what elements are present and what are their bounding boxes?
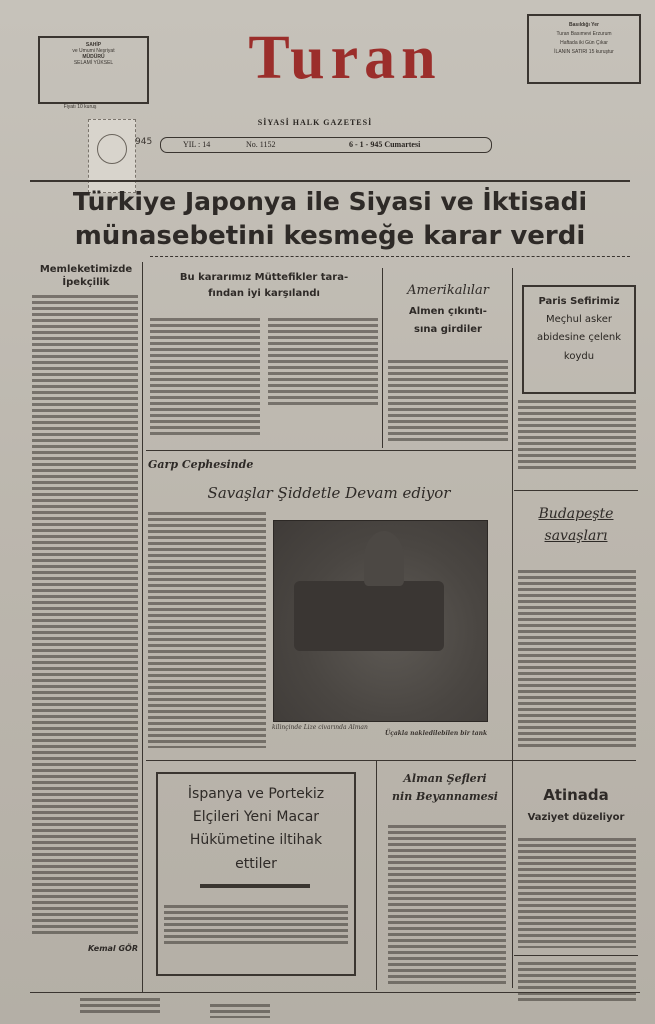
article-title: abidesine çelenk <box>536 332 622 343</box>
column-divider <box>376 760 377 990</box>
section-rule <box>146 450 512 451</box>
issue-date: 6 - 1 - 945 Cumartesi <box>349 140 421 149</box>
main-headline-line2: münasebetini kesmeğe karar verdi <box>74 221 586 251</box>
printing-line: Basıldığı Yer <box>569 22 599 28</box>
year-label: YIL : 14 <box>183 140 211 149</box>
article-title: Bu kararımız Müttefikler tara- <box>179 272 349 283</box>
column-divider <box>142 262 143 992</box>
tree-image-icon <box>364 531 404 586</box>
article-title: İpekçilik <box>62 277 110 288</box>
headline-rule <box>150 256 630 259</box>
newspaper-subtitle: SİYASİ HALK GAZETESİ <box>257 118 373 127</box>
section-rule <box>514 490 638 491</box>
article-title: İspanya ve Portekiz <box>187 786 325 802</box>
article-title: sına girdiler <box>414 324 482 335</box>
publisher-line: MÜDÜRÜ <box>82 54 105 60</box>
article-title: Alman Şefleri <box>403 772 487 785</box>
footer-rule <box>30 992 640 993</box>
publisher-line: ve Umumi Neşriyat <box>72 48 115 54</box>
article-title: Vaziyet düzeliyor <box>527 812 625 823</box>
article-body-text <box>32 295 138 935</box>
article-body-text <box>388 360 508 442</box>
article-kicker: Amerikalılar <box>407 283 489 298</box>
article-title: Elçileri Yeni Macar <box>192 809 320 825</box>
article-body-text <box>518 838 636 948</box>
article-title: Almen çıkıntı- <box>409 306 487 317</box>
article-body-text <box>388 825 506 985</box>
article-body-text <box>150 318 260 438</box>
article-body-text <box>518 400 636 470</box>
photo-caption: Üçakla nakledilebilen bir tank <box>385 730 488 737</box>
article-title: Meçhul asker <box>546 314 612 325</box>
publisher-line: SAHİP <box>85 42 102 48</box>
main-headline-line1: Türkiye Japonya ile Siyasi ve İktisadi <box>72 187 588 216</box>
article-body-text <box>518 962 636 1002</box>
article-title: Budapeşte <box>538 506 614 522</box>
publisher-box <box>38 36 149 104</box>
article-title: Savaşlar Şiddetle Devam ediyor <box>207 484 451 502</box>
masthead-rule <box>30 180 630 182</box>
stamp-text: 945 <box>135 137 153 147</box>
printing-line: İLANIN SATIRI 15 kuruştur <box>554 49 614 55</box>
article-title: ettiler <box>235 856 277 872</box>
section-rule <box>146 760 636 761</box>
newspaper-title: Turan <box>248 24 442 92</box>
title-rule <box>200 884 310 888</box>
article-title: savaşları <box>544 528 608 544</box>
publisher-line: SELAMİ YÜKSEL <box>73 60 114 66</box>
issue-number: No. 1152 <box>246 140 276 149</box>
tank-image-icon <box>294 581 444 651</box>
article-title: nin Beyannamesi <box>392 790 498 803</box>
article-body-text <box>164 905 348 945</box>
article-signature: Kemal GÖR <box>88 944 138 953</box>
photo-caption-left: kilinçinde Lize civarında Alman <box>272 724 368 731</box>
printing-line: Turan Basımevi Erzurum <box>556 31 612 37</box>
price-label: Fiyatı 10 kuruş <box>63 104 97 110</box>
article-title: koydu <box>563 351 595 362</box>
article-body-text <box>518 570 636 750</box>
article-title: Paris Sefirimiz <box>538 296 620 307</box>
article-body-text <box>148 512 266 748</box>
news-photo <box>273 520 488 722</box>
footer-text <box>80 998 160 1016</box>
section-rule <box>514 955 638 956</box>
printing-box <box>527 14 641 84</box>
printing-line: Haftada iki Gün Çıkar <box>560 40 608 46</box>
stamp-emblem-icon <box>97 134 127 164</box>
column-divider <box>382 268 383 448</box>
footer-text <box>210 1004 270 1018</box>
article-body-text <box>268 318 378 408</box>
article-title: Memleketimizde <box>39 264 133 275</box>
dateline <box>160 137 492 153</box>
column-divider <box>512 268 513 988</box>
article-title: Atinada <box>543 786 609 804</box>
article-title: fından iyi karşılandı <box>208 288 320 299</box>
article-title: Hükümetine iltihak <box>189 832 323 848</box>
article-kicker: Garp Cephesinde <box>148 458 254 471</box>
ispanya-article-box <box>156 772 356 976</box>
